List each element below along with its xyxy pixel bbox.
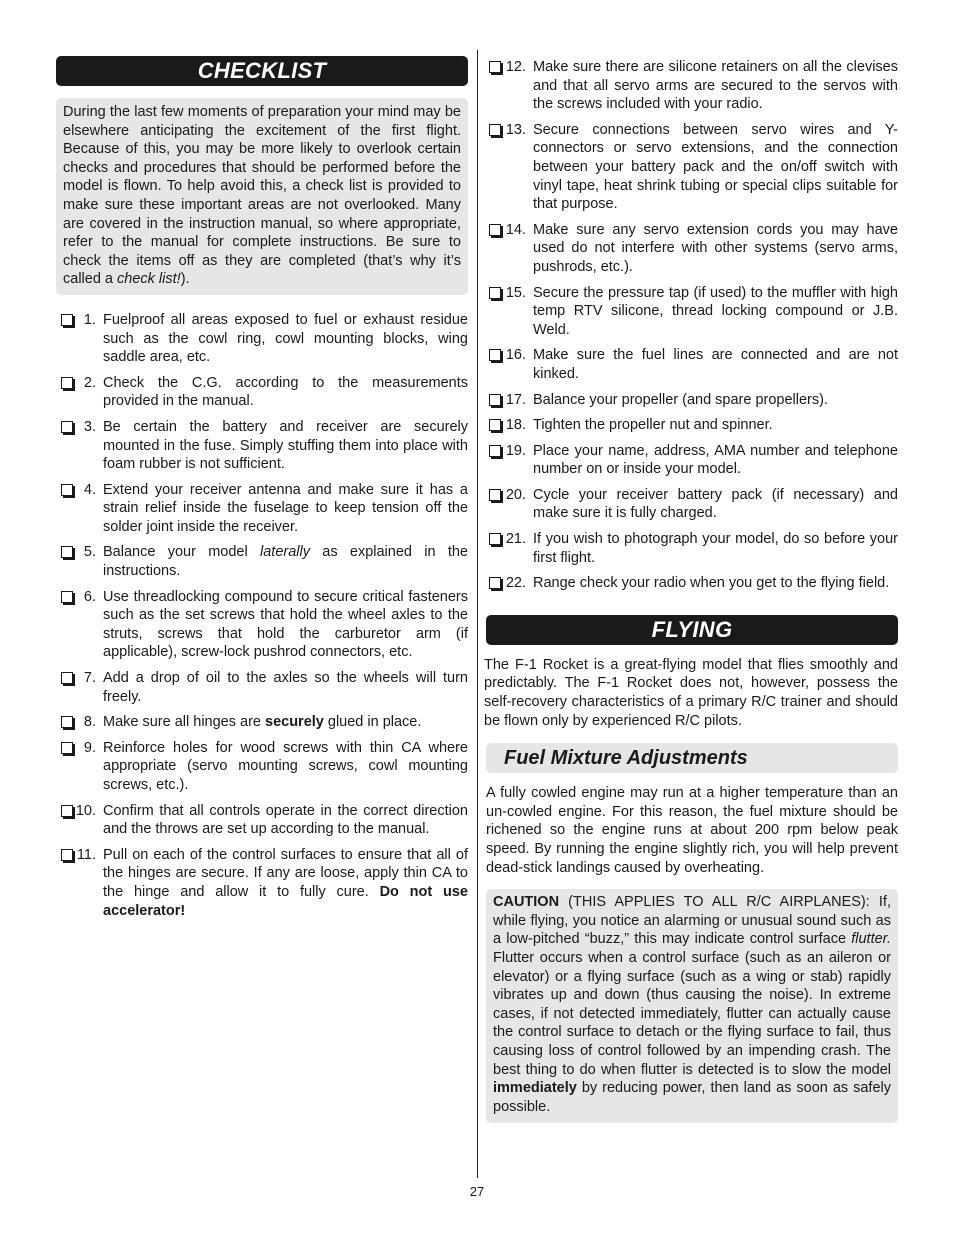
- checklist-item: [486, 121, 898, 214]
- checklist-item: [56, 311, 468, 367]
- fuel-mixture-heading: Fuel Mixture Adjustments: [486, 743, 898, 773]
- item-text: Make sure there are silicone retainers on all the clevises and that all servo arms are secured to the servos with the screws included with your radio.: [533, 59, 898, 113]
- item-text: Secure connections between servo wires and Y-connectors or servo extensions, and the connection between your battery pack and the on/off switch with vinyl tape, heat shrink tubing or special clips suitable for that purpose.: [533, 121, 898, 213]
- item-text: If you wish to photograph your model, do so before your first flight.: [533, 531, 898, 566]
- item-text: Be certain the battery and receiver are securely mounted in the fuse. Simply stuffing them into place with foam rubber is not sufficient.: [103, 418, 468, 473]
- item-number: 17.: [505, 391, 526, 408]
- checklist-item: [56, 713, 468, 732]
- checklist-item: [486, 416, 898, 435]
- item-text: Make sure the fuel lines are connected and are not kinked.: [533, 347, 898, 382]
- item-text: Confirm that all controls operate in the correct direction and the throws are set up according to the manual.: [103, 802, 468, 838]
- checklist-item: [486, 486, 898, 523]
- item-text: Range check your radio when you get to the flying field.: [533, 575, 890, 592]
- checklist-item: [486, 574, 898, 593]
- checklist-item: [486, 284, 898, 340]
- item-number: 8.: [83, 714, 96, 731]
- item-number: 5.: [83, 544, 96, 561]
- item-text: Use threadlocking compound to secure critical fasteners such as the set screws that hold the wheel axles to the struts, screws that hold the carburetor arm (if applicable), screw-lock pushrod connectors, etc.: [103, 588, 468, 661]
- checklist-item: [486, 530, 898, 567]
- flying-heading: FLYING: [486, 615, 898, 645]
- checklist-item: [56, 739, 468, 795]
- item-number: 12.: [505, 59, 526, 75]
- item-text: Check the C.G. according to the measurements provided in the manual.: [103, 374, 468, 410]
- item-number: 22.: [505, 575, 526, 592]
- item-number: 21.: [505, 531, 526, 548]
- item-number: 9.: [83, 739, 96, 756]
- item-number: 7.: [83, 670, 96, 687]
- item-number: 4.: [83, 481, 96, 498]
- item-text: Pull on each of the control surfaces to ensure that all of the hinges are secure. If any are loose, apply thin CA to the hinge and allow it to fully cure.: [103, 846, 468, 900]
- checklist-item: [56, 846, 468, 920]
- checklist-item: [486, 391, 898, 410]
- checklist-left: [56, 311, 468, 920]
- item-number: 1.: [83, 311, 96, 328]
- item-number: 10.: [75, 802, 96, 819]
- item-emphasis: securely: [265, 714, 324, 731]
- item-number: 15.: [505, 284, 526, 301]
- checklist-item: [486, 442, 898, 479]
- right-column: [486, 56, 898, 1123]
- item-text: Add a drop of oil to the axles so the wheels will turn freely.: [103, 670, 468, 705]
- item-text: Tighten the propeller nut and spinner.: [533, 417, 773, 434]
- checklist-item: [56, 543, 468, 580]
- item-text: as explained in the instructions.: [103, 544, 468, 580]
- item-text: Secure the pressure tap (if used) to the muffler with high temp RTV silicone, thread locking compound or J.B. Weld.: [533, 284, 898, 338]
- item-text: Make sure all hinges are: [103, 714, 265, 731]
- checklist-item: [486, 58, 898, 114]
- checklist-item: [56, 374, 468, 411]
- item-text: Fuelproof all areas exposed to fuel or exhaust residue such as the cowl ring, cowl mounting blocks, wing saddle area, etc.: [103, 311, 468, 366]
- item-emphasis: laterally: [260, 544, 310, 561]
- flying-text: The F-1 Rocket is a great-flying model that flies smoothly and predictably. The F-1 Rocket does not, however, possess the self-recovery characteristics of a primary R/C trainer and should be flown only by experienced R/C pilots.: [484, 656, 898, 729]
- item-number: 14.: [505, 221, 526, 238]
- item-number: 20.: [505, 486, 526, 503]
- item-number: 18.: [505, 417, 526, 434]
- checklist-item: [56, 418, 468, 474]
- item-number: 6.: [83, 588, 96, 605]
- checklist-item: [56, 588, 468, 662]
- checklist-item: [56, 669, 468, 706]
- left-column: [56, 56, 468, 927]
- checklist-heading: CHECKLIST: [56, 56, 468, 86]
- checklist-intro: During the last few moments of preparation your mind may be elsewhere anticipating the excitement of the first flight. Because of this, you may be more likely to overlook certain checks and procedures that should be performed before the model is flown. To help avoid this, a check list is provided to make sure these important areas are not overlooked. Many are covered in the instruction manual, so where appropriate, refer to the manual for complete instructions. Be sure to check the items off as they are completed (that’s why it’s called a check list!).: [56, 98, 468, 295]
- item-text: Cycle your receiver battery pack (if necessary) and make sure it is fully charged.: [533, 486, 898, 522]
- checklist-item: [486, 346, 898, 383]
- item-text: Place your name, address, AMA number and telephone number on or inside your model.: [533, 442, 898, 478]
- fuel-mixture-text: A fully cowled engine may run at a higher temperature than an un-cowled engine. For this reason, the fuel mixture should be richened so the engine runs at about 200 rpm below peak speed. By running the engine slightly rich, you will help prevent dead-stick landings caused by overheating.: [486, 785, 898, 876]
- page-number: 27: [469, 1184, 485, 1199]
- item-number: 13.: [505, 121, 526, 138]
- item-number: 16.: [505, 347, 526, 364]
- item-number: 11.: [76, 846, 96, 863]
- item-text: Make sure any servo extension cords you may have used do not interfere with other systems (servo arms, pushrods, etc.).: [533, 221, 898, 275]
- item-number: 19.: [505, 442, 526, 459]
- item-emphasis: Do not use accelerator!: [103, 883, 468, 919]
- item-text: glued in place.: [323, 714, 422, 731]
- item-number: 3.: [83, 418, 96, 435]
- item-text: Balance your propeller (and spare propellers).: [533, 391, 828, 408]
- checklist-item: [56, 481, 468, 537]
- caution-box: CAUTION (THIS APPLIES TO ALL R/C AIRPLANES): If, while flying, you notice an alarming or unusual sound such as a low-pitched “buzz,” this may indicate control surface flutter. Flutter occurs when a control surface (such as an aileron or elevator) or a flying surface (such as a wing or stab) rapidly vibrates up and down (thus causing the noise). In extreme cases, if not detected immediately, flutter can actually cause the control surface to detach or the flying surface to fail, thus causing loss of control followed by an impending crash. The best thing to do when flutter is detected is to slow the model immediately by reducing power, then land as soon as safely possible.: [486, 889, 898, 1123]
- column-divider: [477, 50, 478, 1178]
- checklist-item: [486, 221, 898, 277]
- item-text: Reinforce holes for wood screws with thin CA where appropriate (servo mounting screws, cowl mounting screws, etc.).: [103, 739, 468, 793]
- item-text: Balance your model: [103, 544, 260, 561]
- item-text: Extend your receiver antenna and make sure it has a strain relief inside the fuselage to keep tension off the solder joint inside the receiver.: [103, 481, 468, 535]
- checklist-right: [486, 58, 898, 593]
- item-number: 2.: [83, 374, 96, 391]
- checklist-item: [56, 802, 468, 839]
